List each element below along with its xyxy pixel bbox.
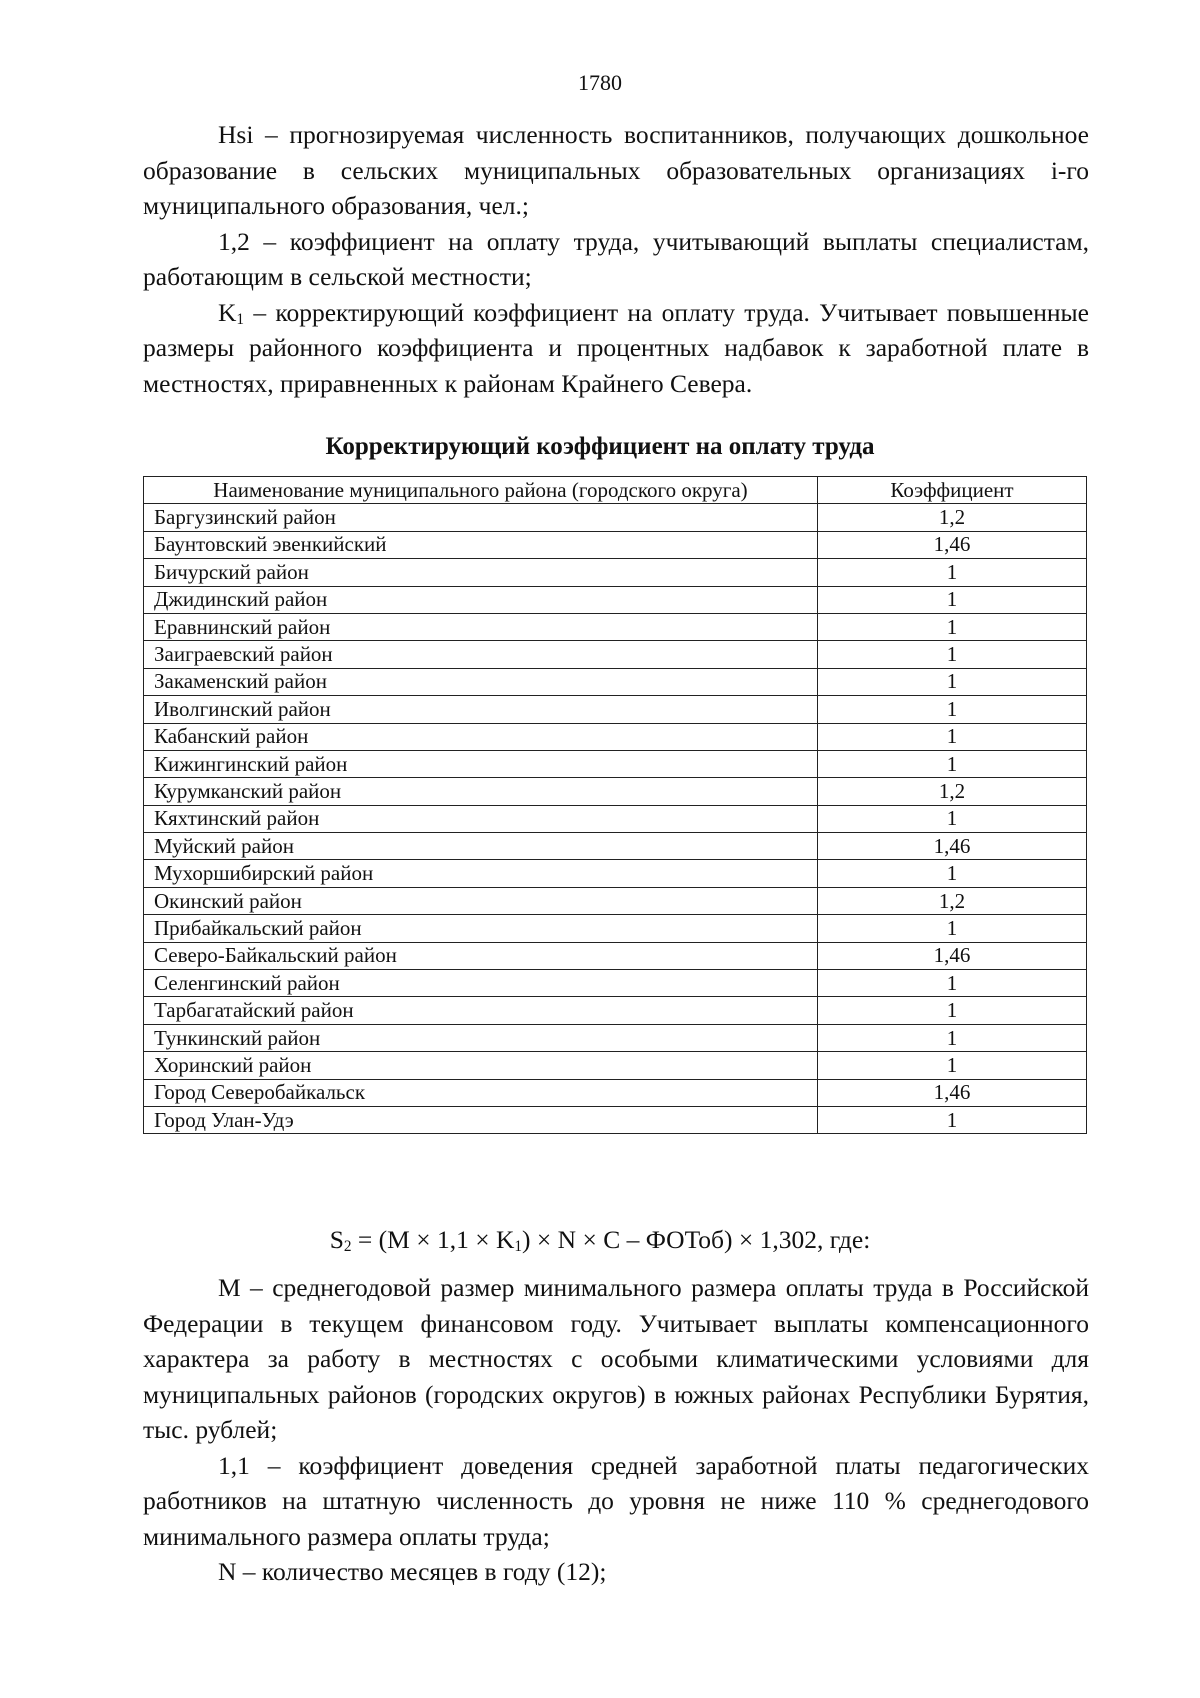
k1-subscript: 1 — [236, 310, 245, 328]
formula-middle: = (M × 1,1 × K — [351, 1225, 515, 1254]
coefficient-cell: 1 — [818, 997, 1087, 1024]
district-name-cell: Мухоршибирский район — [144, 860, 818, 887]
coefficient-cell: 1 — [818, 1024, 1087, 1051]
district-name-cell: Город Улан-Удэ — [144, 1106, 818, 1133]
coefficient-cell: 1 — [818, 750, 1087, 777]
district-name-cell: Тункинский район — [144, 1024, 818, 1051]
coefficient-cell: 1 — [818, 723, 1087, 750]
coefficient-cell: 1,2 — [818, 504, 1087, 531]
coefficient-cell: 1 — [818, 641, 1087, 668]
table-row — [144, 997, 1087, 1024]
district-name-cell: Кижингинский район — [144, 750, 818, 777]
table-row — [144, 531, 1087, 558]
coefficient-cell: 1,2 — [818, 887, 1087, 914]
district-name-cell: Кяхтинский район — [144, 805, 818, 832]
coefficient-cell: 1,46 — [818, 833, 1087, 860]
district-name-cell: Окинский район — [144, 887, 818, 914]
def-n: N – количество месяцев в году (12); — [218, 1557, 607, 1586]
table-row — [144, 833, 1087, 860]
coefficient-cell: 1,46 — [818, 531, 1087, 558]
table-row — [144, 613, 1087, 640]
coefficient-cell: 1 — [818, 696, 1087, 723]
intro-definitions — [143, 117, 1089, 401]
table-row — [144, 586, 1087, 613]
table-row — [144, 1024, 1087, 1051]
district-name-cell: Курумканский район — [144, 778, 818, 805]
district-name-cell: Еравнинский район — [144, 613, 818, 640]
coefficient-cell: 1 — [818, 915, 1087, 942]
district-name-cell: Селенгинский район — [144, 970, 818, 997]
district-name-cell: Город Северобайкальск — [144, 1079, 818, 1106]
formula-s2 — [0, 1225, 1200, 1255]
district-name-cell: Баргузинский район — [144, 504, 818, 531]
district-name-cell: Северо-Байкальский район — [144, 942, 818, 969]
coefficient-cell: 1 — [818, 1052, 1087, 1079]
formula-s: S — [329, 1225, 344, 1254]
table-header-row — [144, 477, 1087, 504]
district-name-cell: Закаменский район — [144, 668, 818, 695]
district-name-cell: Кабанский район — [144, 723, 818, 750]
coefficient-table — [143, 476, 1087, 1134]
table-row — [144, 887, 1087, 914]
coefficient-cell: 1 — [818, 613, 1087, 640]
district-name-cell: Баунтовский эвенкийский — [144, 531, 818, 558]
table-row — [144, 696, 1087, 723]
formula-s-subscript: 2 — [343, 1238, 352, 1255]
district-name-cell: Тарбагатайский район — [144, 997, 818, 1024]
def-hsi: Hsi – прогнозируемая численность воспитанников, получающих дошкольное образование в сельских муниципальных образовательных организациях i-го муниципального образования, чел.; — [143, 120, 1089, 220]
def-rural-coefficient: 1,2 – коэффициент на оплату труда, учитывающий выплаты специалистам, работающим в сельской местности; — [143, 226, 1089, 291]
coefficient-cell: 1 — [818, 668, 1087, 695]
coefficient-cell: 1 — [818, 1106, 1087, 1133]
table-row — [144, 970, 1087, 997]
coefficient-cell: 1 — [818, 860, 1087, 887]
k1-symbol: K — [218, 297, 237, 327]
table-row — [144, 1079, 1087, 1106]
district-name-cell: Иволгинский район — [144, 696, 818, 723]
coefficient-cell: 1,46 — [818, 942, 1087, 969]
k1-description: – корректирующий коэффициент на оплату труда. Учитывает повышенные размеры районного коэффициента и процентных надбавок к заработной плате в местностях, приравненных к районам Крайнего Севера. — [143, 297, 1089, 398]
district-name-cell: Бичурский район — [144, 559, 818, 586]
def-m: M – среднегодовой размер минимального размера оплаты труда в Российской Федерации в текущем финансовом году. Учитывает выплаты компенсационного характера за работу в местностях с особыми климатическими условиями для муниципальных районов (городских округов) в южных районах Республики Бурятия, тыс. рублей; — [143, 1273, 1089, 1444]
table-row — [144, 1052, 1087, 1079]
district-name-cell: Хоринский район — [144, 1052, 818, 1079]
def-coef-1-1: 1,1 – коэффициент доведения средней заработной платы педагогических работников на штатную численность до уровня не ниже 110 % среднегодового минимального размера оплаты труда; — [143, 1450, 1089, 1551]
coefficient-cell: 1 — [818, 586, 1087, 613]
table-row — [144, 915, 1087, 942]
district-name-cell: Джидинский район — [144, 586, 818, 613]
page-number: 1780 — [578, 70, 622, 95]
coefficient-cell: 1 — [818, 970, 1087, 997]
table-row — [144, 942, 1087, 969]
table-row — [144, 641, 1087, 668]
coefficient-cell: 1,46 — [818, 1079, 1087, 1106]
district-name-cell: Прибайкальский район — [144, 915, 818, 942]
table-row — [144, 805, 1087, 832]
formula-k-subscript: 1 — [514, 1238, 523, 1255]
table-title: Корректирующий коэффициент на оплату труда — [325, 433, 875, 460]
def-k1 — [143, 295, 1089, 402]
table-row — [144, 860, 1087, 887]
coefficient-cell: 1 — [818, 559, 1087, 586]
formula-definitions — [143, 1270, 1089, 1590]
table-row — [144, 559, 1087, 586]
coefficient-cell: 1,2 — [818, 778, 1087, 805]
table-row — [144, 1106, 1087, 1133]
header-district-name: Наименование муниципального района (городского округа) — [144, 477, 818, 504]
table-row — [144, 668, 1087, 695]
district-name-cell: Муйский район — [144, 833, 818, 860]
coefficient-cell: 1 — [818, 805, 1087, 832]
table-body — [144, 504, 1087, 1134]
district-name-cell: Заиграевский район — [144, 641, 818, 668]
table-row — [144, 750, 1087, 777]
formula-rest: ) × N × C – ФОТоб) × 1,302, где: — [522, 1225, 871, 1254]
header-coefficient: Коэффициент — [818, 477, 1087, 504]
table-row — [144, 723, 1087, 750]
table-row — [144, 778, 1087, 805]
table-row — [144, 504, 1087, 531]
